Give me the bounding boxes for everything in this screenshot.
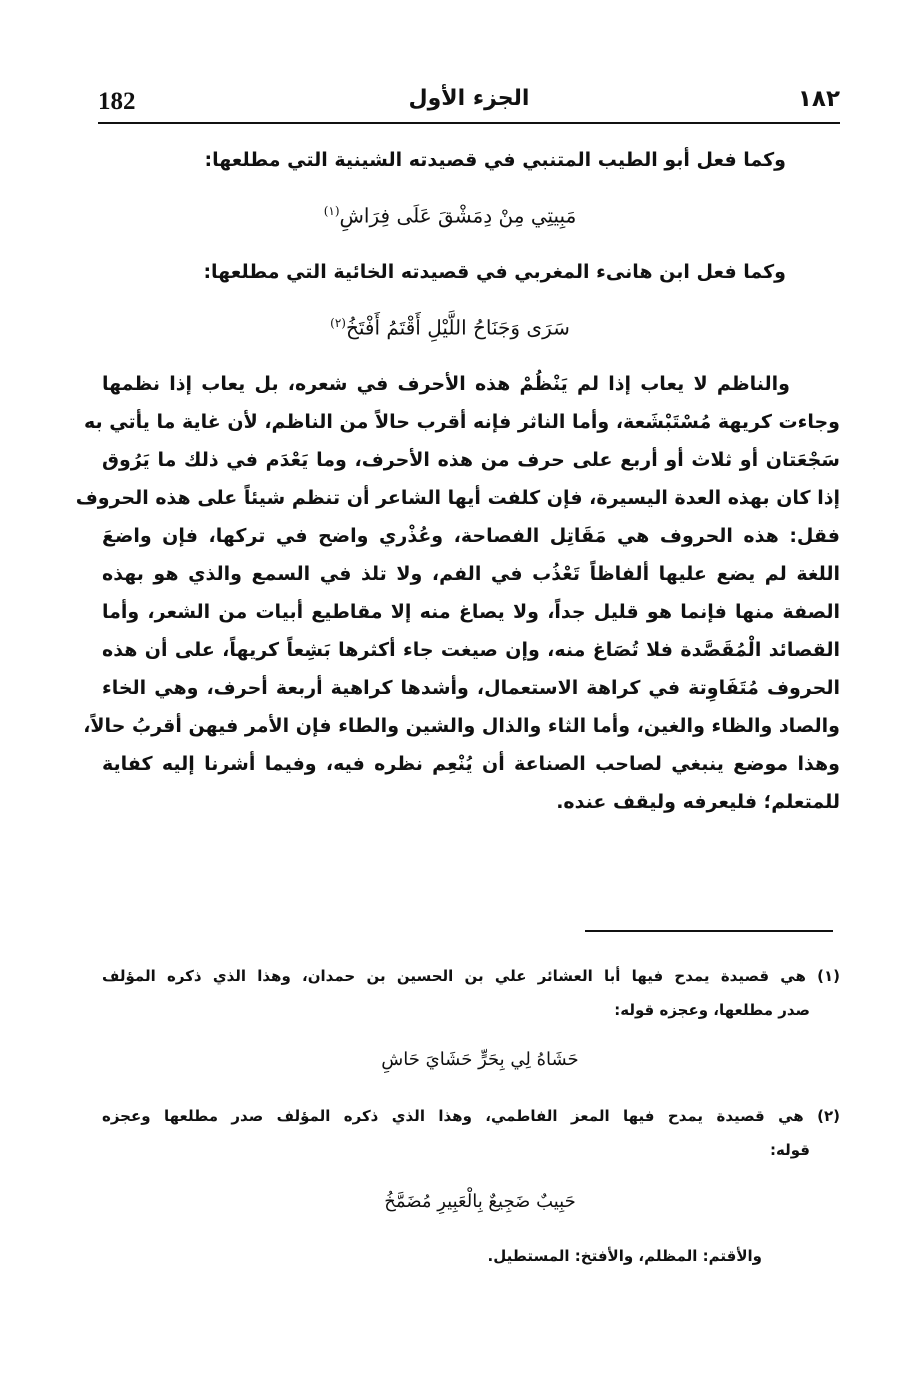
footnote-ref-2: (٢) xyxy=(330,316,346,330)
page-number-arabic: ١٨٢ xyxy=(797,86,840,112)
footnote-separator xyxy=(585,930,833,932)
footnote-1-verse: حَشَاهُ لِي بِحَرٍّ حَشَايَ حَاشِ xyxy=(381,1049,579,1070)
footnote-ref-1: (١) xyxy=(323,204,340,218)
page-number-latin: 182 xyxy=(98,88,136,115)
paragraph-line: وجاءت كريهة مُسْتَبْشَعة، وأما الناثر فإنه أقرب حالاً من الناظم، لأن غاية ما يأتي به xyxy=(83,411,840,433)
intro-line-1: وكما فعل أبو الطيب المتنبي في قصيدته الشينية التي مطلعها: xyxy=(204,149,786,171)
verse-2-text: سَرَى وَجَنَاحُ اللَّيْلِ أَقْتَمُ أَفْتَخُ xyxy=(345,315,570,340)
footnote-1-line-1: (١) هي قصيدة يمدح فيها أبا العشائر علي بن الحسين بن حمدان، وهذا الذي ذكره المؤلف xyxy=(102,967,840,985)
footnote-1-line-2: صدر مطلعها، وعجزه قوله: xyxy=(614,1001,810,1019)
verse-2 xyxy=(150,308,750,343)
paragraph-line: وهذا موضع ينبغي لصاحب الصناعة أن يُنْعِم نظره فيه، وفيما أشرنا إليه كفاية xyxy=(102,753,840,775)
paragraph-line-last: للمتعلم؛ فليعرفه وليقف عنده. xyxy=(556,791,840,813)
footnote-2-verse: حَبِيبٌ ضَجِيعٌ بِالْعَبِيرِ مُضَمَّخُ xyxy=(384,1191,576,1212)
running-title: الجزء الأول xyxy=(408,86,530,111)
glossary-note: والأقتم: المظلم، والأفتخ: المستطيل. xyxy=(487,1247,762,1265)
paragraph-line: والصاد والظاء والغين، وأما الثاء والذال والشين والطاء فإن الأمر فيهن أقربُ حالاً، xyxy=(83,715,840,737)
paragraph-line: فقل: هذه الحروف هي مَقَاتِل الفصاحة، وعُذْري واضح في تركها، فإن واضعَ xyxy=(102,525,840,547)
paragraph-line: الحروف مُتَفَاوِتة في كراهة الاستعمال، وأشدها كراهية أربعة أحرف، وهي الخاء xyxy=(102,677,840,699)
footnote-2-line-1: (٢) هي قصيدة يمدح فيها المعز الفاطمي، وهذا الذي ذكره المؤلف صدر مطلعها وعجزه xyxy=(102,1107,840,1125)
verse-1 xyxy=(150,196,750,231)
paragraph-line: إذا كان بهذه العدة اليسيرة، فإن كلفت أيها الشاعر أن تنظم شيئاً على هذه الحروف xyxy=(75,487,840,509)
paragraph-line: القصائد الْمُقَصَّدة فلا تُصَاغ منه، وإن صيغت جاء أكثرها بَشِعاً كريهاً، على أن هذه xyxy=(102,639,840,661)
paragraph-line: الصفة منها فإنما هو قليل جداً، ولا يصاغ منه إلا مقاطيع أبيات من الشعر، وأما xyxy=(102,601,840,623)
paragraph-line: سَجْعَتان أو ثلاث أو أربع على حرف من هذه الأحرف، وما يَعْدَم في ذلك ما يَرُوق xyxy=(102,449,840,471)
verse-1-text: مَبِيتِي مِنْ دِمَشْقَ عَلَى فِرَاشِ xyxy=(339,203,577,228)
paragraph-line: اللغة لم يضع عليها ألفاظاً تَعْذُب في الفم، ولا تلذ في السمع والذي هو بهذه xyxy=(102,563,840,585)
footnote-2-line-2: قوله: xyxy=(770,1141,810,1159)
page-header xyxy=(98,82,840,124)
paragraph-line: والناظم لا يعاب إذا لم يَنْظُمْ هذه الأحرف في شعره، بل يعاب إذا نظمها xyxy=(102,373,790,395)
intro-line-2: وكما فعل ابن هانىء المغربي في قصيدته الخائية التي مطلعها: xyxy=(203,261,786,283)
